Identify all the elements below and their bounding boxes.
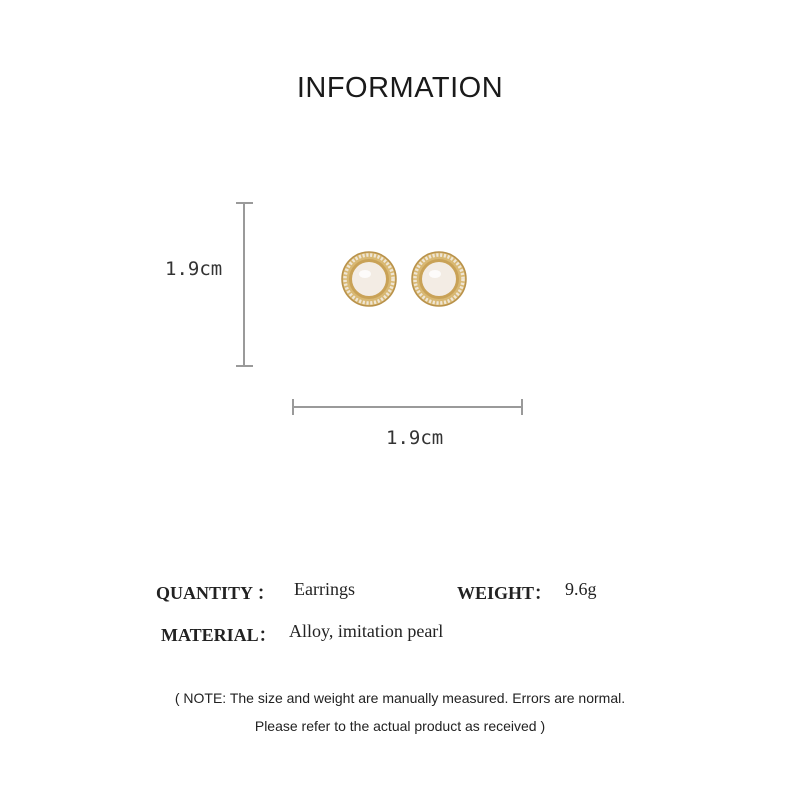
quantity-value: Earrings (294, 579, 355, 599)
quantity-key: QUANTITY ： (156, 583, 275, 603)
height-dimension-cap-bottom (236, 365, 253, 367)
note-line-2: Please refer to the actual product as received ) (254, 718, 546, 734)
material-key: MATERIAL： (161, 625, 277, 645)
width-dimension-cap-right (521, 399, 523, 415)
weight-value: 9.6g (565, 579, 597, 599)
note-line-1: ( NOTE: The size and weight are manually measured. Errors are normal. (174, 690, 626, 706)
page-title: INFORMATION (296, 72, 504, 104)
weight-key: WEIGHT： (457, 583, 553, 603)
earring-left-icon (340, 250, 398, 308)
width-dimension-line (293, 406, 522, 408)
material-value: Alloy, imitation pearl (289, 621, 444, 641)
width-dimension-label: 1.9cm (386, 427, 444, 449)
height-dimension-label: 1.9cm (165, 258, 223, 280)
earring-right-icon (410, 250, 468, 308)
height-dimension-line (243, 203, 245, 367)
